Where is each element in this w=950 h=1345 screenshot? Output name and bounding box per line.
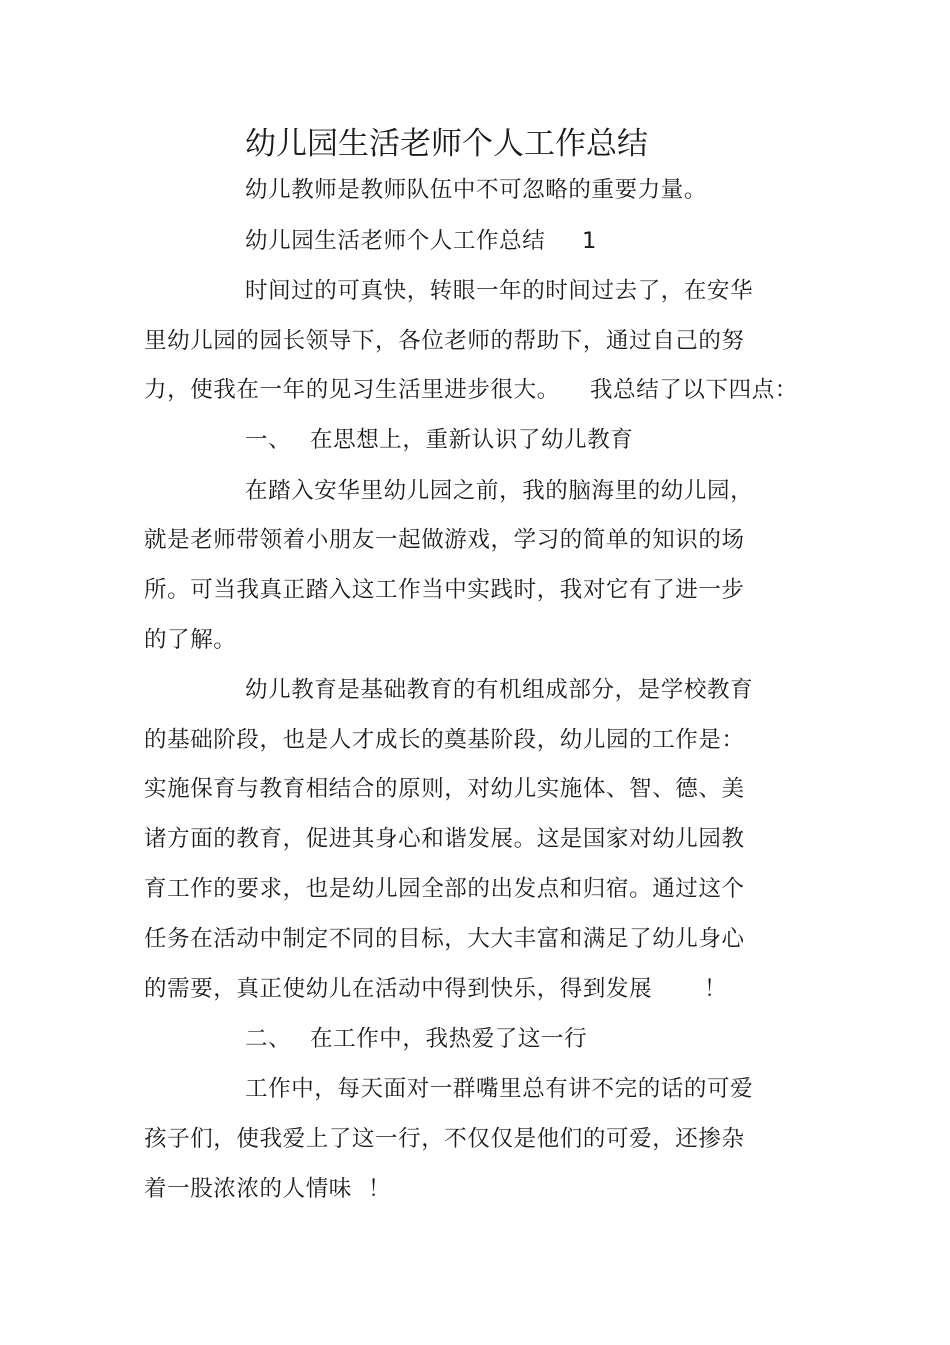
paragraph-line: 时间过的可真快，转眼一年的时间过去了，在安华 bbox=[245, 278, 754, 304]
section-heading: 幼儿园生活老师个人工作总结 bbox=[245, 228, 546, 254]
paragraph-line: 就是老师带领着小朋友一起做游戏，学习的简单的知识的场 bbox=[144, 527, 745, 553]
paragraph-line: 所。可当我真正踏入这工作当中实践时，我对它有了进一步 bbox=[144, 577, 745, 603]
paragraph-line: 任务在活动中制定不同的目标，大大丰富和满足了幼儿身心 bbox=[144, 926, 745, 952]
paragraph-line: 的基础阶段，也是人才成长的奠基阶段，幼儿园的工作是： bbox=[144, 727, 745, 753]
heading-text: 在工作中，我热爱了这一行 bbox=[310, 1026, 588, 1052]
heading-number: 一、 bbox=[245, 427, 292, 453]
paragraph-line: 力，使我在一年的见习生活里进步很大。 bbox=[144, 377, 560, 403]
paragraph-line: 在踏入安华里幼儿园之前，我的脑海里的幼儿园， bbox=[245, 478, 754, 504]
paragraph-line: 里幼儿园的园长领导下，各位老师的帮助下，通过自己的努 bbox=[144, 328, 745, 354]
section-number: 1 bbox=[582, 228, 597, 254]
paragraph-line: 孩子们，使我爱上了这一行，不仅仅是他们的可爱，还掺杂 bbox=[144, 1126, 745, 1152]
paragraph-line: 我总结了以下四点： bbox=[590, 377, 798, 403]
heading-text: 在思想上，重新认识了幼儿教育 bbox=[310, 427, 634, 453]
paragraph-line: 着一股浓浓的人情味 bbox=[144, 1176, 352, 1202]
document-title: 幼儿园生活老师个人工作总结 bbox=[245, 126, 648, 162]
paragraph-line: 的需要，真正使幼儿在活动中得到快乐，得到发展 bbox=[144, 976, 653, 1002]
paragraph-line: ！ bbox=[368, 1176, 392, 1202]
heading-number: 二、 bbox=[245, 1026, 292, 1052]
intro-line: 幼儿教师是教师队伍中不可忽略的重要力量。 bbox=[245, 177, 708, 203]
paragraph-line: 工作中，每天面对一群嘴里总有讲不完的话的可爱 bbox=[245, 1076, 754, 1102]
paragraph-line: 诸方面的教育，促进其身心和谐发展。这是国家对幼儿园教 bbox=[144, 826, 745, 852]
paragraph-line: 幼儿教育是基础教育的有机组成部分，是学校教育 bbox=[245, 677, 754, 703]
paragraph-line: 育工作的要求，也是幼儿园全部的出发点和归宿。通过这个 bbox=[144, 876, 745, 902]
paragraph-line: ！ bbox=[704, 976, 728, 1002]
paragraph-line: 实施保育与教育相结合的原则，对幼儿实施体、智、德、美 bbox=[144, 776, 745, 802]
paragraph-line: 的了解。 bbox=[144, 627, 237, 653]
